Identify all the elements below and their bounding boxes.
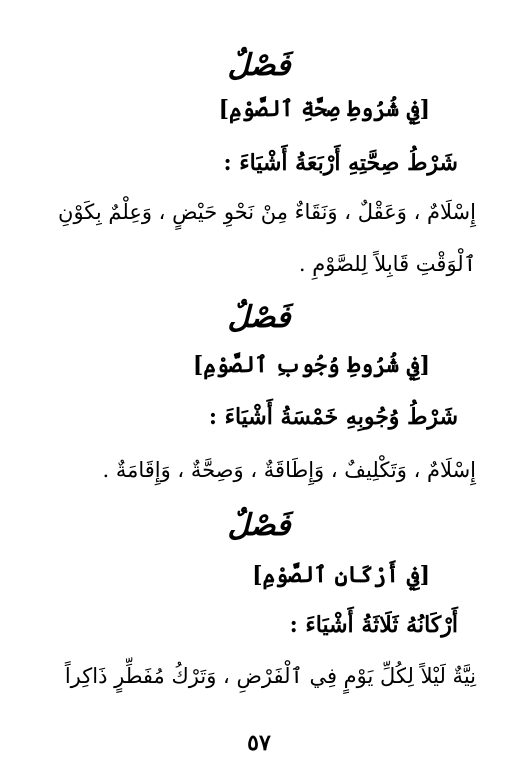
section-heading-3: [فِي أَرْكَانِ ٱلصَّوْمِ] xyxy=(252,562,430,588)
section-text-2-line-1: إِسْلَامٌ ، وَتَكْلِيفٌ ، وَإِطَاقَةٌ ، وَصِحَّةٌ ، وَإِقَامَةٌ . xyxy=(102,458,476,482)
section-condition-2: شَرْطُ وُجُوبِهِ خَمْسَةُ أَشْيَاءَ : xyxy=(208,404,458,430)
section-heading-2: [فِي شُرُوطِ وُجُوبِ ٱلصَّوْمِ] xyxy=(192,352,430,378)
section-text-1-line-1: إِسْلَامٌ ، وَعَقْلٌ ، وَنَقَاءٌ مِنْ نَحْوِ حَيْضٍ ، وَعِلْمٌ بِكَوْنِ xyxy=(58,200,476,224)
section-condition-1: شَرْطُ صِحَّتِهِ أَرْبَعَةُ أَشْيَاءَ : xyxy=(223,150,458,176)
section-text-1-line-2: ٱلْوَقْتِ قَابِلاً لِلصَّوْمِ . xyxy=(298,252,476,276)
section-text-3-line-1: نِيَّةٌ لَيْلاً لِكُلِّ يَوْمٍ فِي ٱلْفَرْضِ ، وَتَرْكُ مُفَطِّرٍ ذَاكِراً xyxy=(64,664,476,688)
page-number: ٥٧ xyxy=(247,730,271,756)
section-ornament-1: فَصْلٌ xyxy=(227,48,291,83)
section-heading-1: [فِي شُرُوطِ صِحَّةِ ٱلصَّوْمِ] xyxy=(218,96,430,122)
section-ornament-3: فَصْلٌ xyxy=(227,508,291,543)
section-condition-3: أَرْكَانُهُ ثَلَاثَةُ أَشْيَاءَ : xyxy=(289,612,458,638)
section-ornament-2: فَصْلٌ xyxy=(227,300,291,335)
